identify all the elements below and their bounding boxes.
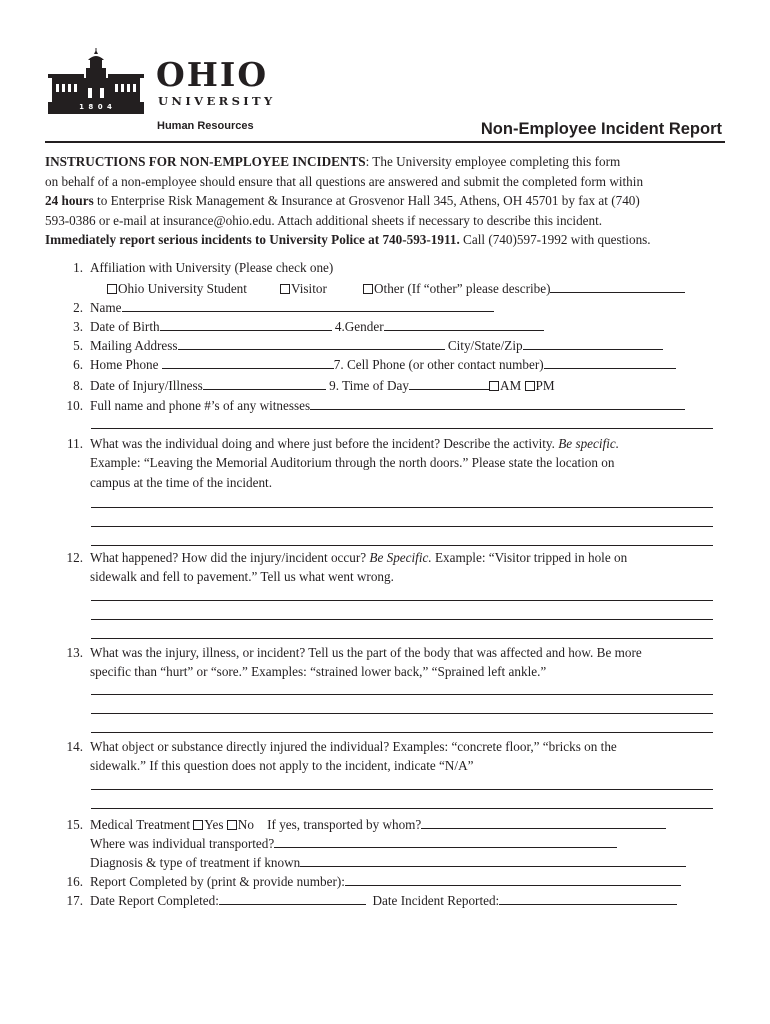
question-12: [45, 548, 725, 587]
yes-checkbox[interactable]: [193, 820, 203, 830]
witnesses-field[interactable]: [310, 397, 685, 410]
medical-treatment-label: Medical Treatment: [90, 817, 190, 832]
home-phone-field[interactable]: [162, 356, 334, 369]
diagnosis-label: Diagnosis & type of treatment if known: [90, 855, 301, 870]
no-checkbox[interactable]: [227, 820, 237, 830]
other-option-label: Other (If “other” please describe): [374, 281, 551, 296]
department-label: Human Resources: [157, 120, 254, 132]
question-text: campus at the time of the incident.: [90, 474, 273, 490]
cell-phone-label: 7. Cell Phone (or other contact number): [333, 357, 544, 372]
question-number: 1.: [73, 260, 83, 275]
instructions-text: 593-0386 or e-mail at insurance@ohio.edu. Attach additional sheets if necessary to describe this incident.: [45, 212, 603, 228]
emphasis-text: Be Specific.: [369, 550, 432, 565]
answer-line[interactable]: [91, 713, 713, 714]
question-3: [45, 317, 725, 336]
witnesses-field-line[interactable]: [91, 428, 713, 429]
answer-line[interactable]: [91, 789, 713, 790]
urgent-notice: Immediately report serious incidents to University Police at 740-593-1911.: [45, 232, 460, 248]
question-text: specific than “hurt” or “sore.” Examples: “strained lower back,” “Sprained left ankle.”: [90, 664, 547, 680]
city-state-zip-label: City/State/Zip: [447, 338, 523, 353]
name-label: Name: [90, 300, 122, 315]
student-option-label: Ohio University Student: [118, 281, 247, 296]
home-phone-label: Home Phone: [90, 357, 159, 372]
question-16: [45, 872, 725, 891]
affiliation-options: [45, 279, 725, 298]
date-incident-reported-label: Date Incident Reported:: [372, 893, 500, 908]
report-completed-by-label: Report Completed by (print & provide number):: [90, 874, 345, 889]
question-2: [45, 298, 725, 317]
other-describe-field[interactable]: [550, 280, 685, 293]
am-label: AM: [499, 378, 522, 393]
question-14: [45, 737, 725, 776]
header-rule: [45, 141, 725, 143]
date-report-completed-field[interactable]: [219, 892, 366, 905]
gender-field[interactable]: [384, 318, 544, 331]
question-label: Affiliation with University (Please check one): [90, 260, 334, 275]
date-report-completed-label: Date Report Completed:: [90, 893, 219, 908]
logo-wordmark: OHIO: [156, 55, 269, 94]
emphasis-text: Be specific.: [558, 436, 620, 451]
question-17: [45, 891, 725, 910]
question-number: 13.: [66, 645, 83, 660]
other-checkbox[interactable]: [363, 284, 373, 294]
visitor-option-label: Visitor: [291, 281, 327, 296]
instructions-text: Call (740)597-1992 with questions.: [459, 232, 651, 248]
question-text: What was the individual doing and where just before the incident? Describe the activity.: [90, 436, 559, 451]
date-incident-reported-field[interactable]: [499, 892, 677, 905]
question-number: 17.: [66, 893, 83, 908]
question-text: What was the injury, illness, or incident? Tell us the part of the body that was affected and how. Be more: [90, 645, 642, 660]
transported-by-field[interactable]: [421, 816, 666, 829]
question-text: sidewalk and fell to pavement.” Tell us what went wrong.: [90, 569, 394, 585]
instructions-text: on behalf of a non-employee should ensure that all questions are answered and submit the completed form within: [45, 173, 644, 189]
question-text: What happened? How did the injury/incident occur?: [90, 550, 370, 565]
question-number: 2.: [73, 300, 83, 315]
city-state-zip-field[interactable]: [523, 337, 663, 350]
name-field[interactable]: [122, 299, 494, 312]
question-11: [45, 434, 725, 492]
dob-field[interactable]: [160, 318, 332, 331]
witnesses-label: Full name and phone #’s of any witnesses: [90, 398, 311, 413]
question-number: 14.: [66, 739, 83, 754]
question-1: [45, 258, 725, 277]
time-field[interactable]: [409, 377, 489, 390]
answer-line[interactable]: [91, 526, 713, 527]
question-number: 5.: [73, 338, 83, 353]
cell-phone-field[interactable]: [544, 356, 676, 369]
question-number: 6.: [73, 357, 83, 372]
answer-line[interactable]: [91, 545, 713, 546]
answer-line[interactable]: [91, 694, 713, 695]
visitor-checkbox[interactable]: [280, 284, 290, 294]
diagnosis-row: [45, 853, 725, 872]
question-13: [45, 643, 725, 682]
answer-line[interactable]: [91, 808, 713, 809]
answer-line[interactable]: [91, 619, 713, 620]
question-number: 12.: [66, 550, 83, 565]
transported-label: If yes, transported by whom?: [267, 817, 422, 832]
am-checkbox[interactable]: [489, 381, 499, 391]
dob-label: Date of Birth: [90, 319, 160, 334]
question-5: [45, 336, 725, 355]
instructions-text: : The University employee completing this form: [365, 154, 621, 169]
instructions-heading: INSTRUCTIONS FOR NON-EMPLOYEE INCIDENTS: [45, 154, 366, 169]
injury-date-field[interactable]: [203, 377, 326, 390]
instructions-text: to Enterprise Risk Management & Insurance at Grosvenor Hall 345, Athens, OH 45701 by fax at (740): [93, 193, 640, 209]
pm-checkbox[interactable]: [525, 381, 535, 391]
ohio-university-logo: [48, 48, 283, 116]
transport-location-label: Where was individual transported?: [90, 836, 275, 851]
question-number: 11.: [67, 436, 83, 451]
question-10: [45, 396, 725, 415]
question-text: sidewalk.” If this question does not apply to the incident, indicate “N/A”: [90, 758, 474, 774]
address-field[interactable]: [178, 337, 445, 350]
logo-subtitle: UNIVERSITY: [158, 94, 276, 108]
transport-location-row: [45, 834, 725, 853]
question-6: [45, 355, 725, 374]
question-number: 15.: [66, 817, 83, 832]
answer-line[interactable]: [91, 638, 713, 639]
answer-line[interactable]: [91, 507, 713, 508]
pm-label: PM: [535, 378, 555, 393]
diagnosis-field[interactable]: [300, 854, 686, 867]
instructions-block: [45, 152, 725, 250]
gender-label: 4.Gender: [334, 319, 384, 334]
injury-date-label: Date of Injury/Illness: [90, 378, 203, 393]
report-completed-by-field[interactable]: [345, 873, 681, 886]
question-text: What object or substance directly injured the individual? Examples: “concrete floor,” “bricks on the: [90, 739, 617, 754]
student-checkbox[interactable]: [107, 284, 117, 294]
answer-line[interactable]: [91, 732, 713, 733]
address-label: Mailing Address: [90, 338, 178, 353]
time-label: 9. Time of Day: [329, 378, 409, 393]
logo-year: 1 8 0 4: [79, 103, 113, 111]
transport-location-field[interactable]: [274, 835, 617, 848]
form-title: Non-Employee Incident Report: [480, 120, 722, 138]
question-number: 8.: [73, 378, 83, 393]
question-number: 10.: [66, 398, 83, 413]
question-8: [45, 376, 725, 395]
yes-label: Yes: [204, 817, 224, 832]
answer-line[interactable]: [91, 600, 713, 601]
question-number: 3.: [73, 319, 83, 334]
question-number: 16.: [66, 874, 83, 889]
question-text: Example: “Visitor tripped in hole on: [431, 550, 628, 565]
deadline-text: 24 hours: [45, 193, 94, 209]
no-label: No: [237, 817, 254, 832]
question-text: Example: “Leaving the Memorial Auditorium through the north doors.” Please state the location on: [90, 455, 615, 471]
question-15: [45, 815, 725, 834]
